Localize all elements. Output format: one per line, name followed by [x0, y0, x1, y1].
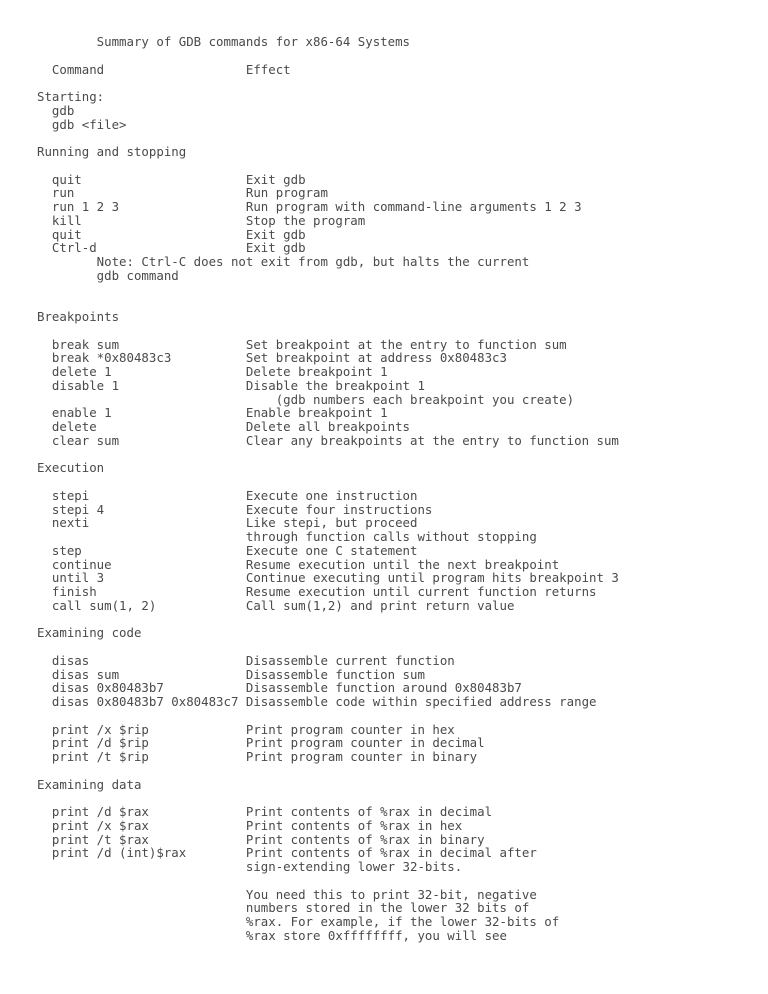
- blank-line: [37, 448, 768, 462]
- command-row: break *0x80483c3 Set breakpoint at address 0x80483c3: [37, 350, 507, 366]
- continuation-line: through function calls without stopping: [37, 529, 537, 544]
- command-row: stepi 4 Execute four instructions: [37, 501, 433, 517]
- continuation-line: numbers stored in the lower 32 bits of: [37, 900, 530, 916]
- blank-line: [37, 76, 768, 90]
- command-row: print /t $rip Print program counter in binary: [37, 749, 478, 764]
- blank-line: [37, 324, 768, 338]
- column-header-line: Command Effect: [37, 61, 291, 77]
- command-row: Ctrl-d Exit gdb: [37, 240, 306, 256]
- command-row: gdb: [37, 102, 75, 118]
- blank-line: [37, 791, 768, 805]
- command-row: disas sum Disassemble function sum: [37, 666, 425, 682]
- section-heading: Running and stopping: [37, 144, 187, 159]
- command-row: stepi Execute one instruction: [37, 487, 418, 503]
- command-row: disable 1 Disable the breakpoint 1: [37, 377, 425, 393]
- blank-line: [37, 159, 768, 173]
- blank-line: [37, 874, 768, 888]
- command-row: print /d (int)$rax Print contents of %rax in decimal after: [37, 845, 537, 861]
- section-heading: Examining data: [37, 776, 142, 792]
- blank-line: [37, 764, 768, 778]
- continuation-line: You need this to print 32-bit, negative: [37, 886, 537, 902]
- blank-line: [37, 475, 768, 489]
- command-row: finish Resume execution until current function returns: [37, 584, 597, 599]
- command-row: step Execute one C statement: [37, 542, 418, 558]
- command-row: quit Exit gdb: [37, 171, 306, 187]
- command-row: print /x $rip Print program counter in hex: [37, 721, 455, 737]
- section-heading: Execution: [37, 460, 105, 476]
- command-row: disas Disassemble current function: [37, 652, 455, 668]
- blank-line: [37, 131, 768, 145]
- command-row: gdb <file>: [37, 116, 127, 132]
- command-row: print /d $rip Print program counter in decimal: [37, 735, 485, 751]
- command-row: print /d $rax Print contents of %rax in decimal: [37, 804, 493, 819]
- command-row: clear sum Clear any breakpoints at the entry to function sum: [37, 432, 619, 448]
- blank-line: [37, 296, 768, 310]
- command-row: kill Stop the program: [37, 212, 366, 228]
- continuation-line: %rax. For example, if the lower 32-bits of: [37, 914, 560, 929]
- blank-line: [37, 49, 768, 63]
- blank-line: [37, 640, 768, 654]
- continuation-line: sign-extending lower 32-bits.: [37, 859, 463, 874]
- command-row: print /x $rax Print contents of %rax in hex: [37, 817, 463, 833]
- command-row: print /t $rax Print contents of %rax in binary: [37, 831, 485, 847]
- command-row: disas 0x80483b7 Disassemble function around 0x80483b7: [37, 680, 522, 696]
- command-row: disas 0x80483b7 0x80483c7 Disassemble code within specified address range: [37, 694, 597, 709]
- blank-line: [37, 613, 768, 627]
- sub-note-line: (gdb numbers each breakpoint you create): [37, 391, 575, 407]
- command-row: delete Delete all breakpoints: [37, 419, 410, 434]
- command-row: delete 1 Delete breakpoint 1: [37, 364, 388, 379]
- command-row: call sum(1, 2) Call sum(1,2) and print return value: [37, 597, 515, 613]
- command-row: break sum Set breakpoint at the entry to function sum: [37, 336, 567, 352]
- command-row: run Run program: [37, 185, 328, 201]
- document-title-line: Summary of GDB commands for x86-64 Systems: [37, 34, 410, 49]
- command-row: nexti Like stepi, but proceed: [37, 515, 418, 531]
- command-row: run 1 2 3 Run program with command-line arguments 1 2 3: [37, 199, 582, 214]
- command-row: enable 1 Enable breakpoint 1: [37, 405, 388, 421]
- command-row: quit Exit gdb: [37, 226, 306, 242]
- continuation-line: %rax store 0xffffffff, you will see: [37, 927, 507, 943]
- blank-line: [37, 283, 768, 297]
- section-heading: Examining code: [37, 625, 142, 641]
- section-heading: Starting:: [37, 89, 105, 104]
- command-row: until 3 Continue executing until program hits breakpoint 3: [37, 570, 619, 586]
- note-line: Note: Ctrl-C does not exit from gdb, but halts the current: [37, 254, 530, 269]
- section-heading: Breakpoints: [37, 309, 120, 324]
- command-row: continue Resume execution until the next breakpoint: [37, 556, 560, 572]
- blank-line: [37, 709, 768, 723]
- note-line: gdb command: [37, 267, 179, 283]
